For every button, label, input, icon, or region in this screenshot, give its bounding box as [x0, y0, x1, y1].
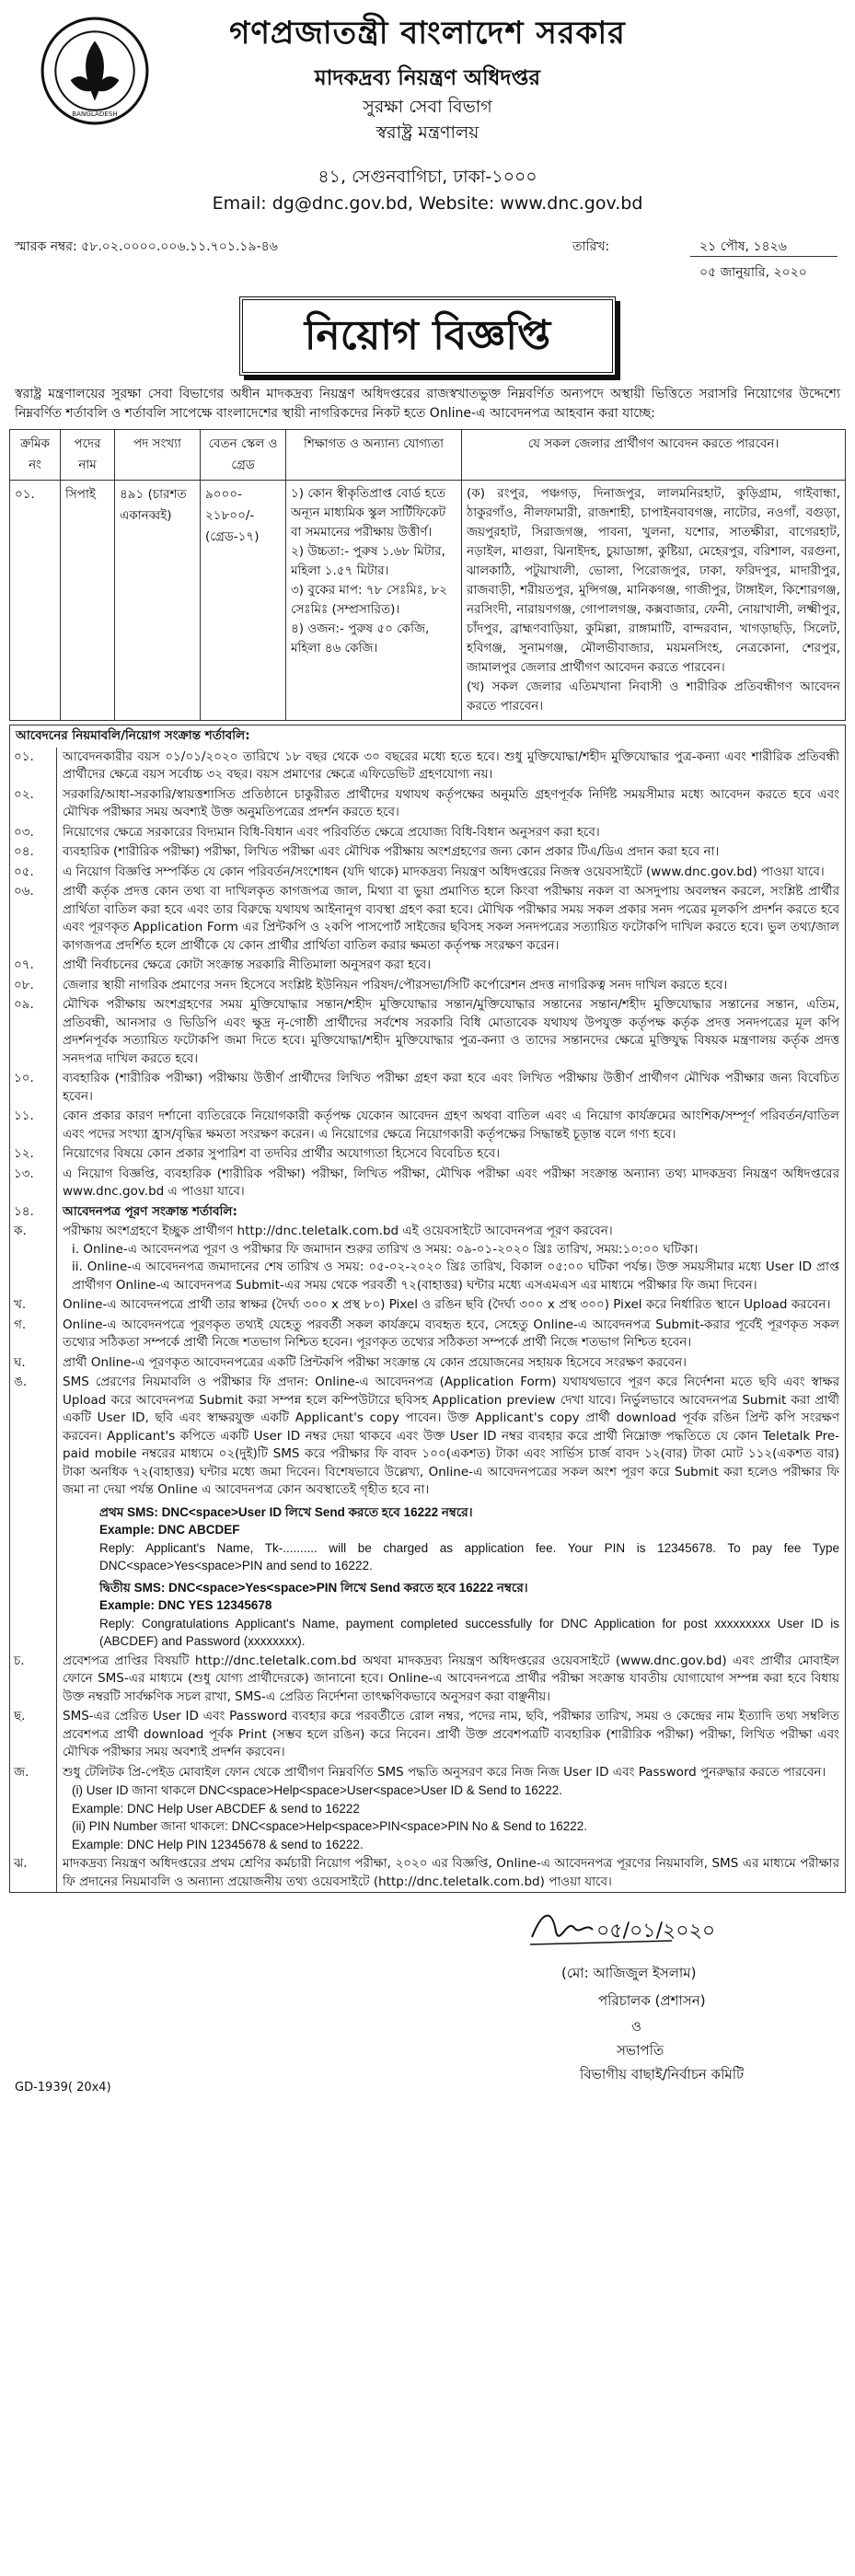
condition-item	[9, 1069, 846, 1107]
condition-item	[9, 863, 846, 883]
notice-header	[9, 0, 846, 226]
post-table	[9, 429, 846, 721]
qualification-item: ১) কোন স্বীকৃতিপ্রাপ্ত বোর্ড হতে অন্যূন মাধ্যমিক স্কুল সার্টিফিকেট বা সমমানের পরীক্ষায় উত্তীর্ণ।	[291, 486, 446, 540]
date-bangla: ২১ পৌষ, ১৪২৬	[699, 239, 787, 254]
apply-text: Online-এ আবেদনপত্রে পূরণকৃত তথ্যই যেহেতু পরবর্তী সকল কার্যক্রমে ব্যবহৃত হবে, সেহেতু Online-এ আবেদনপত্র Submit-করার পূর্বেই পূরণকৃত সকল তথ্যের সঠিকতা সম্পর্কে প্রার্থী নিজে শতভাগ নিশ্চিত হবেন। পূরণকৃত তথ্যের সঠিকতা সম্পর্কে প্রার্থী নিজে শতভাগ নিশ্চিত হবেন।	[63, 1317, 839, 1350]
sms-first-example: Example: DNC ABCDEF	[99, 1523, 240, 1537]
apply-item-chha	[9, 1707, 846, 1763]
districts-list-b: (খ) সকল জেলার এতিমখানা নিবাসী ও শারীরিক প্রতিবন্ধীগণ আবেদন করতে পারবেন।	[467, 679, 840, 714]
condition-item	[9, 1107, 846, 1144]
apply-number: ১৪.	[10, 1202, 57, 1223]
col-qualification: শিক্ষাগত ও অন্যান্য যোগ্যতা	[286, 430, 462, 481]
condition-text: এ নিয়োগ বিজ্ঞপ্তি সম্পর্কিত যে কোন পরিবর্তন/সংশোধন (যদি থাকে) মাদকদ্রব্য নিয়ন্ত্রণ অধিদপ্তরের নিজস্ব ওয়েবসাইটে (www.dnc.gov.bd) পাওয়া যাবে।	[63, 864, 825, 879]
apply-text: মাদকদ্রব্য নিয়ন্ত্রণ অধিদপ্তরের প্রথম শ্রেণির কর্মচারী নিয়োগ পরীক্ষা, ২০২০ এর বিজ্ঞপ্তি, Online-এ আবেদনপত্র পূরণের নিয়মাবলি, SMS এর মাধ্যমে পরীক্ষার ফি প্রদানের নিয়মাবলি ও অন্যান্য প্রয়োজনীয় তথ্য ওয়েবসাইটে (http://dnc.teletalk.com.bd) পাওয়া যাবে।	[63, 1856, 839, 1889]
condition-text: ব্যবহারিক (শারীরিক পরীক্ষা) পরীক্ষা, লিখিত পরীক্ষা এবং মৌখিক পরীক্ষায় অংশগ্রহণের জন্য কোন প্রকার টিএ/ডিএ প্রদান করা হবে না।	[63, 844, 720, 859]
apply-item-jha	[9, 1854, 846, 1893]
condition-text: জেলার স্থায়ী নাগরিক প্রমাণের সনদ হিসেবে সংশ্লিষ্ট ইউনিয়ন পরিষদ/পৌরসভা/সিটি কর্পোরেশন প্রদত্ত নাগরিকত্ব সনদ দাখিল করতে হবে।	[63, 977, 728, 992]
apply-item-kha	[9, 1295, 846, 1316]
date-english: ০৫ জানুয়ারি, ২০২০	[699, 265, 807, 280]
apply-item-cha	[9, 1652, 846, 1708]
condition-text: প্রার্থী কর্তৃক প্রদত্ত কোন তথ্য বা দাখিলকৃত কাগজপত্র জাল, মিথ্যা বা ভুয়া প্রমাণিত হলে কিংবা পরীক্ষায় নকল বা অসদুপায় অবলম্বন করলে, সংশ্লিষ্ট প্রার্থীর প্রার্থিতা বাতিল করা হবে এবং তার বিরুদ্ধে যথাযথ আইনানুগ ব্যবস্থা গ্রহণ করা হবে। মৌখিক পরীক্ষার সময় সকল প্রকার সনদ পত্রের মূলকপি প্রদর্শন করতে হবে এবং পূরণকৃত Application Form এর প্রিন্টকপি ও ২কপি পাসপোর্ট সাইজের ছবিসহ সকল সনদপত্রের সত্যায়িত ফটোকপি দাখিল করতে হবে। ভুল তথ্য/জাল কাগজপত্র প্রদর্শিত হলে প্রার্থীকে যে কোন প্রার্থীর প্রার্থিতা বাতিল করার ক্ষমতা কর্তৃপক্ষ সংরক্ষণ করেন।	[63, 884, 839, 953]
cell-districts	[462, 481, 846, 721]
signatory-conjunction: ও	[631, 2018, 642, 2035]
col-count: পদ সংখ্যা	[115, 430, 201, 481]
condition-item	[9, 842, 846, 863]
condition-text: প্রার্থী নির্বাচনের ক্ষেত্রে কোটা সংক্রান্ত সরকারি নীতিমালা অনুসরণ করা হবে।	[63, 957, 432, 972]
cell-qualification	[286, 481, 462, 721]
apply-text: প্রবেশপত্র প্রাপ্তির বিষয়টি http://dnc.teletalk.com.bd অথবা মাদকদ্রব্য নিয়ন্ত্রণ অধিদপ্তরের ওয়েবসাইটে (www.dnc.gov.bd) এবং প্রার্থীর মোবাইল ফোনে SMS-এর মাধ্যমে (শুধু যোগ্য প্রার্থীদেরকে) জানানো হবে। Online-এ আবেদনপত্রে প্রার্থীর পরীক্ষা সংক্রান্ত যাবতীয় যোগাযোগ সম্পন্ন করা হবে বিধায় উক্ত নম্বরটি সার্বক্ষণিক সচল রাখা, SMS-এ প্রেরিত নির্দেশনা তাৎক্ষণিকভাবে অনুসরণ করা বাঞ্ছনীয়।	[63, 1653, 839, 1704]
apply-item-ja	[9, 1763, 846, 1855]
condition-number: ০২.	[10, 785, 57, 823]
col-serial: ক্রমিক নং	[10, 430, 61, 481]
apply-text: SMS-এর প্রেরিত User ID এবং Password ব্যবহার করে পরবর্তীতে রোল নম্বর, পদের নাম, ছবি, পরীক্ষার তারিখ, সময় ও কেন্দ্রের নাম ইত্যাদি তথ্য সম্বলিত প্রবেশপত্র প্রার্থী download পূর্বক Print (সম্ভব হলে রঙিন) করে নিবেন। প্রার্থী উক্ত প্রবেশপত্রটি ব্যবহারিক (শারীরিক পরীক্ষা) পরীক্ষা, লিখিত পরীক্ষা এবং মৌখিক পরীক্ষার সময় অবশ্যই প্রদর্শন করবেন।	[63, 1709, 839, 1759]
recover-pin-sms: (ii) PIN Number জানা থাকলে: DNC<space>Help<space>PIN<space>PIN No & Send to 16222.	[72, 1819, 588, 1833]
cell-post: সিপাই	[61, 481, 115, 721]
signatory-title: পরিচালক (প্রশাসন)	[598, 1992, 706, 2009]
apply-section-heading	[9, 1202, 846, 1223]
recover-pin-example: Example: DNC Help PIN 12345678 & send to 16222.	[72, 1837, 364, 1851]
condition-item	[9, 995, 846, 1069]
qualification-item: ৩) বুকের মাপ: ৭৮ সেঃমিঃ, ৮২ সেঃমিঃ (সম্প্রসারিত)।	[291, 583, 447, 617]
table-header-row	[10, 430, 846, 481]
apply-item-ga	[9, 1316, 846, 1353]
condition-text: নিয়োগের ক্ষেত্রে সরকারের বিদ্যমান বিধি-বিধান এবং পরিবর্তিত ক্ষেত্রে প্রযোজ্য বিধি-বিধান অনুসরণ করা হবে।	[63, 824, 600, 840]
condition-text: ব্যবহারিক (শারীরিক পরীক্ষা) পরীক্ষায় উত্তীর্ণ প্রার্থীদের লিখিত পরীক্ষা গ্রহণ করা হবে এবং লিখিত পরীক্ষায় উত্তীর্ণ প্রার্থীগণ মৌখিক পরীক্ষার জন্য বিবেচিত হবেন।	[63, 1071, 839, 1104]
apply-letter: জ.	[10, 1763, 57, 1855]
condition-number: ০৭.	[10, 956, 57, 976]
sms-second-example: Example: DNC YES 12345678	[99, 1598, 272, 1612]
apply-item-ka	[9, 1222, 846, 1295]
condition-number: ১০.	[10, 1069, 57, 1107]
ministry-name: স্বরাষ্ট্র মন্ত্রণালয়	[376, 122, 479, 143]
apply-letter: গ.	[10, 1316, 57, 1353]
condition-text: সরকারি/আধা-সরকারি/স্বায়ত্তশাসিত প্রতিষ্ঠানে চাকুরীরত প্রার্থীদের যথাযথ কর্তৃপক্ষের অনুমতি গ্রহণপূর্বক নির্দিষ্ট সময়সীমার মধ্যে আবেদন করতে হবে এবং মৌখিক পরীক্ষার সময় অবশ্যই উক্ত অনুমতিপত্রের প্রদর্শন করতে হবে।	[63, 786, 839, 819]
sms-first-instruction: প্রথম SMS: DNC<space>User ID লিখে Send করতে হবে 16222 নম্বরে।	[99, 1504, 473, 1519]
apply-text: প্রার্থী Online-এ পূরণকৃত আবেদনপত্রের একটি প্রিন্টকপি পরীক্ষা সংক্রান্ত যে কোন প্রয়োজনের সহায়ক হিসেবে সংরক্ষণ করবেন।	[63, 1354, 687, 1370]
intro-paragraph: স্বরাষ্ট্র মন্ত্রণালয়ের সুরক্ষা সেবা বিভাগের অধীন মাদকদ্রব্য নিয়ন্ত্রণ অধিদপ্তরের রাজস্বখাতভুক্ত নিম্নবর্ণিত অন্যপদে অস্থায়ী ভিত্তিতে সরাসরি নিয়োগের উদ্দেশ্যে নিম্নবর্ণিত শর্তাবলি ও শর্তাবলি সাপেক্ষে বাংলাদেশের স্থায়ী নাগরিকদের নিকট হতে Online-এ আবেদনপত্র আহবান করা যাচ্ছে:	[15, 387, 840, 421]
signatory-committee: বিভাগীয় বাছাই/নির্বাচন কমিটি	[580, 2066, 745, 2083]
condition-item	[9, 956, 846, 976]
gd-code: GD-1939( 20x4)	[15, 2081, 111, 2094]
apply-end-date: ii. Online-এ আবেদনপত্র জমাদানের শেষ তারিখ ও সময়: ০৫-০২-২০২০ খ্রিঃ তারিখ, বিকাল ০৫:০০ ঘটিকা পর্যন্ত। উক্ত সময়সীমার মধ্যে User ID প্রাপ্ত প্রার্থীগণ Online-এ আবেদনপত্র Submit-এর সময় থেকে পরবর্তী ৭২(বাহাত্তর) ঘন্টার মধ্যে এসএমএস এর মাধ্যমে পরীক্ষার ফি জমা দিবেন।	[72, 1259, 839, 1293]
apply-letter: ঙ.	[10, 1373, 57, 1652]
condition-number: ০৪.	[10, 842, 57, 863]
apply-text: SMS প্রেরণের নিয়মাবলি ও পরীক্ষার ফি প্রদান: Online-এ আবেদনপত্র (Application Form) যথাযথভাবে পূরণ করে নির্দেশনা মতে ছবি এবং স্বাক্ষর Upload করে আবেদনপত্র Submit করা সম্পন্ন হলে কম্পিউটারে ছবিসহ Application preview দেখা যাবে। নির্ভুলভাবে আবেদনপত্র Submit করা প্রার্থী একটি User ID, ছবি এবং স্বাক্ষরযুক্ত একটি Applicant's copy পাবেন। উক্ত Applicant's copy প্রার্থী download পূর্বক রঙিন প্রিন্ট কপি সংরক্ষণ করবেন। Applicant's কপিতে একটি User ID নম্বর দেয়া থাকবে এবং উক্ত User ID নম্বর ব্যবহার করে প্রার্থী নিম্নোক্ত পদ্ধতিতে যে কোন Teletalk Pre-paid mobile নম্বরের মাধ্যমে ০২(দুই)টি SMS করে পরীক্ষার ফি বাবদ ১০০(একশত) টাকা এবং সার্ভিস চার্জ বাবদ ১২(বার) টাকা মোট ১১২(একশত বার) টাকা অনধিক ৭২(বাহাত্তর) ঘন্টার মধ্যে জমা দিবেন। বিশেষভাবে উল্লেখ্য, Online-এ আবেদনপত্রের সকল অংশ পূরণ করে Submit করা হলেও পরীক্ষার ফি জমা না দেয়া পর্যন্ত Online এ আবেদনপত্র কোন অবস্থাতেই গৃহীত হবে না।	[63, 1375, 839, 1497]
condition-item	[9, 748, 846, 785]
notice-banner: নিয়োগ বিজ্ঞপ্তি	[239, 296, 616, 376]
signature-block	[9, 1893, 846, 2114]
condition-item	[9, 976, 846, 996]
apply-start-date: i. Online-এ আবেদনপত্র পূরণ ও পরীক্ষার ফি জমাদান শুরুর তারিখ ও সময়: ০৯-০১-২০২০ খ্রিঃ তারিখ, সময়:১০:০০ ঘটিকা।	[72, 1241, 699, 1257]
condition-text: মৌখিক পরীক্ষায় অংশগ্রহণের সময় মুক্তিযোদ্ধার সন্তান/শহীদ মুক্তিযোদ্ধার সন্তান/মুক্তিযোদ্ধার সন্তানের সন্তান/শহীদ মুক্তিযোদ্ধার সন্তানের সন্তান, এতিম, প্রতিবন্ধী, আনসার ও ভিডিপি এবং ক্ষুদ্র নৃ-গোষ্ঠী প্রার্থীদের সর্বশেষ সরকারি বিধি মোতাবেক যথাযথ উপযুক্ত কর্তৃপক্ষ কর্তৃক প্রদত্ত সনদপত্রের মূল কপি প্রদর্শনপূর্বক সত্যায়িত ফটোকপি জমা দিতে হবে। মুক্তিযোদ্ধা/শহীদ মুক্তিযোদ্ধার পুত্র-কন্যা ও তাদের সন্তানদের ক্ষেত্রে মুক্তিযুদ্ধ বিষয়ক মন্ত্রণালয় কর্তৃক প্রদত্ত সনদপত্র দাখিল করতে হবে।	[63, 997, 839, 1066]
condition-number: ০৯.	[10, 995, 57, 1069]
signatory-name: (মো: আজিজুল ইসলাম)	[561, 1965, 697, 1981]
apply-item-uma	[9, 1373, 846, 1652]
signatory-role: সভাপতি	[617, 2042, 664, 2059]
condition-number: ০১.	[10, 748, 57, 785]
apply-letter: চ.	[10, 1652, 57, 1708]
date-label: তারিখ:	[572, 239, 610, 254]
apply-text: Online-এ আবেদনপত্রে প্রার্থী তার স্বাক্ষর (দৈর্ঘ্য ৩০০ x প্রস্থ ৮০) Pixel ও রঙিন ছবি (দৈর্ঘ্য ৩০০ x প্রস্থ ৩০০) Pixel করে নির্ধারিত স্থানে Upload করবেন।	[63, 1297, 831, 1312]
recover-userid-sms: (i) User ID জানা থাকলে DNC<space>Help<space>User<space>User ID & Send to 16222.	[72, 1783, 563, 1797]
apply-letter: খ.	[10, 1295, 57, 1316]
sms-second-reply: Reply: Congratulations Applicant's Name, payment completed successfully for DNC Application for post xxxxxxxxx User ID is (ABCDEF) and Password (xxxxxxxx).	[99, 1616, 839, 1648]
reference-line	[9, 226, 846, 291]
col-districts: যে সকল জেলার প্রার্থীগণ আবেদন করতে পারবেন।	[462, 430, 846, 481]
svg-text:০৫/০১/২০২০: ০৫/০১/২০২০	[596, 1920, 716, 1943]
conditions-section	[9, 725, 846, 1893]
apply-letter: ছ.	[10, 1707, 57, 1763]
condition-number: ০৩.	[10, 823, 57, 843]
apply-letter: ঘ.	[10, 1353, 57, 1374]
handwritten-signature-icon	[525, 1900, 716, 1952]
qualification-item: ২) উচ্চতা:- পুরুষ ১.৬৮ মিটার, মহিলা ১.৫৭ মিটার।	[291, 544, 445, 578]
districts-list-a: (ক) রংপুর, পঞ্চগড়, দিনাজপুর, লালমনিরহাট, কুড়িগ্রাম, গাইবান্ধা, ঠাকুরগাঁও, নীলফামারী, রাজশাহী, চাপাইনবাবগঞ্জ, নাটোর, নওগাঁ, বগুড়া, জয়পুরহাট, সিরাজগঞ্জ, পাবনা, খুলনা, যশোর, সাতক্ষীরা, বাগেরহাট, নড়াইল, মাগুরা, ঝিনাইদহ, চুয়াডাঙ্গা, কুষ্টিয়া, মেহেরপুর, বরিশাল, বরগুনা, ঝালকাঠি, পটুয়াখালী, ভোলা, পিরোজপুর, ঢাকা, ফরিদপুর, মাদারীপুর, রাজবাড়ী, শরীয়তপুর, মুন্সিগঞ্জ, মানিকগঞ্জ, গাজীপুর, টাঙ্গাইল, কিশোরগঞ্জ, নরসিংদী, নারায়ণগঞ্জ, গোপালগঞ্জ, কক্সবাজার, ফেনী, নোয়াখালী, লক্ষ্মীপুর, চাঁদপুর, ব্রাহ্মণবাড়িয়া, কুমিল্লা, রাঙ্গামাটি, বান্দরবান, খাগড়াছড়ি, সিলেট, হবিগঞ্জ, সুনামগঞ্জ, মৌলভীবাজার, ময়মনসিংহ, নেত্রকোনা, শেরপুর, জামালপুর জেলার প্রার্থীগণ আবেদন করতে পারবেন।	[467, 486, 840, 675]
condition-text: কোন প্রকার কারণ দর্শানো ব্যতিরেকে নিয়োগকারী কর্তৃপক্ষ যেকোন আবেদন গ্রহণ অথবা বাতিল এবং এ নিয়োগ কার্যক্রমের আংশিক/সম্পূর্ণ পরিবর্তন/বাতিল এবং পদের সংখ্যা হ্রাস/বৃদ্ধির ক্ষমতা সংরক্ষণ করেন। এ নিয়োগের ক্ষেত্রে নিয়োগকারী কর্তৃপক্ষের সিদ্ধান্তই চূড়ান্ত বলে গণ্য হবে।	[63, 1108, 839, 1142]
col-post: পদের নাম	[61, 430, 115, 481]
department-name: মাদকদ্রব্য নিয়ন্ত্রণ অধিদপ্তর	[314, 66, 541, 90]
condition-number: ১২.	[10, 1144, 57, 1165]
svg-text:BANGLADESH: BANGLADESH	[72, 109, 118, 118]
sms-second-instruction: দ্বিতীয় SMS: DNC<space>Yes<space>PIN লিখে Send করতে হবে 16222 নম্বরে।	[99, 1580, 528, 1595]
memo-number: স্মারক নম্বর: ৫৮.০২.০০০০.০০৬.১১.৭০১.১৯-৪৬	[15, 239, 278, 254]
condition-text: নিয়োগের বিষয়ে কোন প্রকার সুপারিশ বা তদবির প্রার্থীর অযোগ্যতা হিসেবে বিবেচিত হবে।	[63, 1146, 501, 1161]
office-address: ৪১, সেগুনবাগিচা, ঢাকা-১০০০	[318, 167, 537, 187]
apply-item-gha	[9, 1353, 846, 1374]
recover-userid-example: Example: DNC Help User ABCDEF & send to 16222	[72, 1801, 360, 1816]
government-title: গণপ্রজাতন্ত্রী বাংলাদেশ সরকার	[229, 15, 626, 52]
apply-title: আবেদনপত্র পূরণ সংক্রান্ত শর্তাবলি:	[63, 1203, 237, 1219]
cell-serial: ০১.	[10, 481, 61, 721]
condition-number: ১৩.	[10, 1165, 57, 1202]
date-divider	[690, 256, 838, 257]
contact-email-website: Email: dg@dnc.gov.bd, Website: www.dnc.gov.bd	[212, 193, 643, 214]
apply-text: শুধু টেলিটক প্রি-পেইড মোবাইল ফোন থেকে প্রার্থীগণ নিম্নবর্ণিত SMS পদ্ধতি অনুসরণ করে নিজ নিজ User ID এবং Password পুনরুদ্ধার করতে পারবেন।	[63, 1764, 826, 1780]
condition-item	[9, 1165, 846, 1202]
condition-text: এ নিয়োগ বিজ্ঞপ্তি, ব্যবহারিক (শারীরিক পরীক্ষা) পরীক্ষা, লিখিত পরীক্ষা, মৌখিক পরীক্ষা এবং পরীক্ষা সংক্রান্ত অন্যান্য তথ্য মাদকদ্রব্য নিয়ন্ত্রণ অধিদপ্তরের www.dnc.gov.bd এ পাওয়া যাবে।	[63, 1166, 839, 1199]
apply-letter: ক.	[10, 1222, 57, 1295]
condition-text: আবেদনকারীর বয়স ০১/০১/২০২০ তারিখে ১৮ বছর থেকে ৩০ বছরের মধ্যে হতে হবে। শুধু মুক্তিযোদ্ধা/শহীদ মুক্তিযোদ্ধার পুত্র-কন্যা এবং শারীরিক প্রতিবন্ধী প্রার্থীদের ক্ষেত্রে বয়স সর্বোচ্চ ৩২ বছর। বয়স প্রমাণের ক্ষেত্রে এফিডেভিট গ্রহণযোগ্য নয়।	[63, 748, 839, 782]
division-name: সুরক্ষা সেবা বিভাগ	[363, 97, 492, 117]
condition-number: ০৮.	[10, 976, 57, 996]
condition-item	[9, 823, 846, 843]
condition-number: ১১.	[10, 1107, 57, 1144]
conditions-title: আবেদনের নিয়মাবলি/নিয়োগ সংক্রান্ত শর্তাবলি:	[9, 725, 846, 748]
table-row	[10, 481, 846, 721]
condition-item	[9, 1144, 846, 1165]
condition-item	[9, 785, 846, 823]
col-scale: বেতন স্কেল ও গ্রেড	[201, 430, 286, 481]
sms-first-reply: Reply: Applicant's Name, Tk-.......... will be charged as application fee. Your PIN is 12345678. To pay fee Type DNC<space>Yes<space>PIN and send to 16222.	[99, 1540, 839, 1572]
condition-number: ০৬.	[10, 882, 57, 956]
cell-count: ৪৯১ (চারশত একানব্বই)	[115, 481, 201, 721]
condition-number: ০৫.	[10, 863, 57, 883]
condition-item	[9, 882, 846, 956]
apply-letter: ঝ.	[10, 1854, 57, 1892]
cell-scale: ৯০০০- ২১৮০০/- (গ্রেড-১৭)	[201, 481, 286, 721]
qualification-item: ৪) ওজন:- পুরুষ ৫০ কেজি, মহিলা ৪৬ কেজি।	[291, 621, 430, 656]
apply-text: পরীক্ষায় অংশগ্রহণে ইচ্ছুক প্রার্থীগণ http://dnc.teletalk.com.bd এই ওয়েবসাইটে আবেদনপত্র পূরণ করবেন।	[63, 1224, 613, 1238]
